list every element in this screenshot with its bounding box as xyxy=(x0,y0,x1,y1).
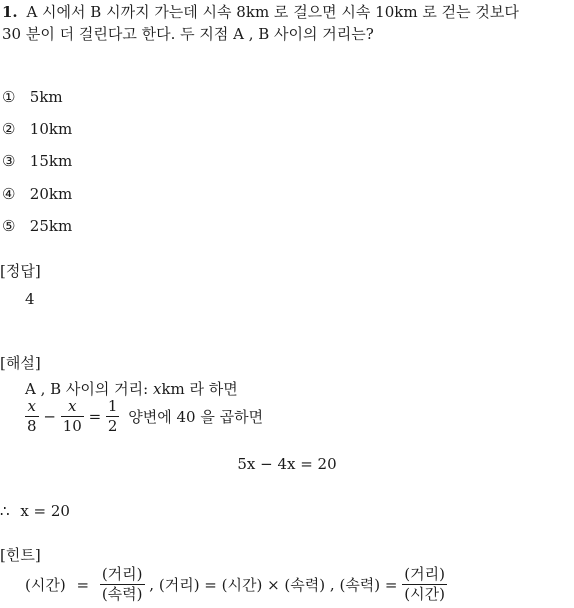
therefore-equation: x = 20 xyxy=(20,502,70,520)
minus-sign: − xyxy=(43,407,56,426)
equals-sign: = xyxy=(76,575,90,594)
question-line-2: 30 분이 더 걸린다고 한다. 두 지점 A , B 사이의 거리는? xyxy=(2,25,374,43)
choice-2[interactable] xyxy=(2,122,72,137)
choice-1[interactable] xyxy=(2,90,63,105)
fraction-distance-over-time: $\frac{\text{(거리)}}{\text{(시간)}}$ xyxy=(404,565,445,603)
choice-marker: ④ xyxy=(2,185,16,203)
explanation-line-1 xyxy=(25,382,238,397)
center-equation: 5x − 4x = 20 xyxy=(237,455,337,473)
choice-marker: ② xyxy=(2,120,16,138)
choice-text: 15km xyxy=(29,152,73,170)
answer-label: [정답] xyxy=(0,262,41,280)
hint-comma: , xyxy=(329,575,335,594)
choice-text: 20km xyxy=(29,185,73,203)
answer-value: 4 xyxy=(25,290,35,308)
fraction-1-over-2: $\frac{1}{2}$ xyxy=(107,397,118,435)
choice-marker: ③ xyxy=(2,152,16,170)
hint-label: [힌트] xyxy=(0,546,41,564)
explanation-equation xyxy=(25,399,263,434)
hint-time: (시간) xyxy=(25,576,66,594)
therefore-symbol: ∴ xyxy=(0,502,10,520)
explanation-text: 양변에 40 을 곱하면 xyxy=(128,408,264,426)
explanation-label: [해설] xyxy=(0,354,41,372)
question-line-1 xyxy=(2,5,519,20)
question-text-1: A 시에서 B 시까지 가는데 시속 8km 로 걸으면 시속 10km 로 걷는 것보다 xyxy=(26,3,519,21)
fraction-x-over-10: $\frac{x}{10}$ xyxy=(62,397,82,435)
hint-speed-lhs: (속력) = xyxy=(339,576,398,594)
explanation-text: km 라 하면 xyxy=(161,380,238,398)
therefore-line xyxy=(0,504,70,519)
choice-3[interactable] xyxy=(2,154,72,169)
fraction-x-over-8: $\frac{x}{8}$ xyxy=(27,397,37,435)
fraction-distance-over-speed: $\frac{\text{(거리)}}{\text{(속력)}}$ xyxy=(101,565,143,603)
hint-formulas xyxy=(25,567,447,602)
choice-marker: ① xyxy=(2,88,16,106)
hint-comma: , xyxy=(149,575,155,594)
question-number: 1. xyxy=(2,3,18,21)
variable-x: x xyxy=(152,380,162,398)
choice-text: 25km xyxy=(29,217,73,235)
equals-sign: = xyxy=(88,407,102,426)
choice-marker: ⑤ xyxy=(2,217,16,235)
explanation-text: A , B 사이의 거리: xyxy=(25,380,153,398)
choice-text: 10km xyxy=(29,120,73,138)
hint-formula-2: (거리) = (시간) × (속력) xyxy=(158,576,326,594)
choice-text: 5km xyxy=(29,88,63,106)
choice-5[interactable] xyxy=(2,219,72,234)
choice-4[interactable] xyxy=(2,187,72,202)
